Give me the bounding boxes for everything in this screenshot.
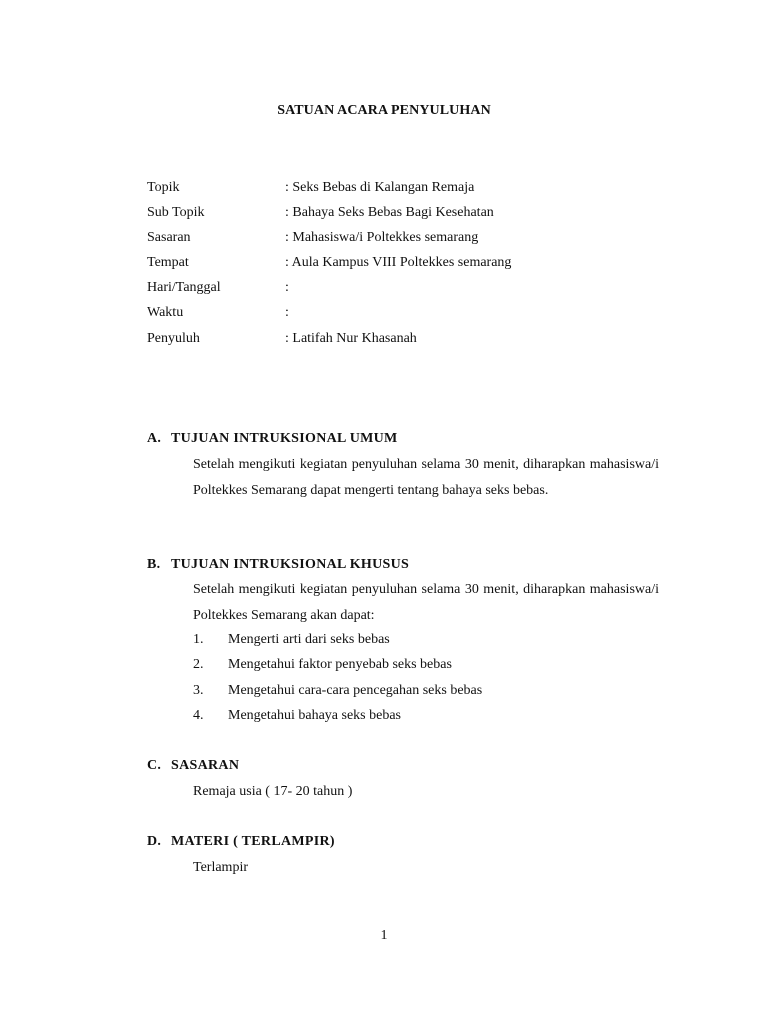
section-title: TUJUAN INTRUKSIONAL KHUSUS — [171, 557, 410, 572]
info-value: : Seks Bebas di Kalangan Remaja — [285, 180, 475, 195]
section-letter: A. — [147, 431, 162, 446]
list-text: Mengetahui bahaya seks bebas — [228, 708, 401, 723]
section-a-heading — [147, 429, 398, 449]
list-item — [193, 681, 482, 701]
info-value: : Aula Kampus VIII Poltekkes semarang — [285, 255, 512, 270]
section-a-text: Setelah mengikuti kegiatan penyuluhan selama 30 menit, diharapkan mahasiswa/i Poltekkes Semarang dapat mengerti tentang bahaya seks bebas. — [193, 457, 659, 498]
section-c-text: Remaja usia ( 17- 20 tahun ) — [193, 784, 353, 799]
info-value: : — [285, 305, 289, 320]
section-b-text: Setelah mengikuti kegiatan penyuluhan selama 30 menit, diharapkan mahasiswa/i Poltekkes Semarang akan dapat: — [193, 582, 659, 623]
section-letter: C. — [147, 758, 162, 773]
info-value: : Latifah Nur Khasanah — [285, 331, 417, 346]
list-item — [193, 630, 390, 650]
list-number: 1. — [193, 632, 204, 647]
info-value: : — [285, 280, 289, 295]
list-number: 4. — [193, 708, 204, 723]
info-label: Hari/Tanggal — [147, 280, 221, 295]
section-letter: B. — [147, 557, 161, 572]
list-text: Mengetahui faktor penyebab seks bebas — [228, 657, 452, 672]
section-title: MATERI ( TERLAMPIR) — [171, 834, 335, 849]
section-title: TUJUAN INTRUKSIONAL UMUM — [171, 431, 398, 446]
info-label: Sasaran — [147, 230, 191, 245]
info-label: Topik — [147, 180, 180, 195]
section-c-heading — [147, 756, 239, 776]
section-d-heading — [147, 832, 335, 852]
info-label: Penyuluh — [147, 331, 200, 346]
section-d-text: Terlampir — [193, 860, 248, 875]
info-value: : Bahaya Seks Bebas Bagi Kesehatan — [285, 205, 494, 220]
page-number: 1 — [380, 928, 388, 943]
section-letter: D. — [147, 834, 162, 849]
list-item — [193, 655, 452, 675]
list-number: 2. — [193, 657, 204, 672]
info-label: Waktu — [147, 305, 184, 320]
info-label: Sub Topik — [147, 205, 205, 220]
list-number: 3. — [193, 683, 204, 698]
section-b-heading — [147, 555, 409, 575]
section-title: SASARAN — [171, 758, 240, 773]
info-value: : Mahasiswa/i Poltekkes semarang — [285, 230, 479, 245]
list-text: Mengetahui cara-cara pencegahan seks bebas — [228, 683, 483, 698]
list-text: Mengerti arti dari seks bebas — [228, 632, 390, 647]
list-item — [193, 706, 401, 726]
page-title: SATUAN ACARA PENYULUHAN — [277, 103, 491, 118]
info-label: Tempat — [147, 255, 189, 270]
